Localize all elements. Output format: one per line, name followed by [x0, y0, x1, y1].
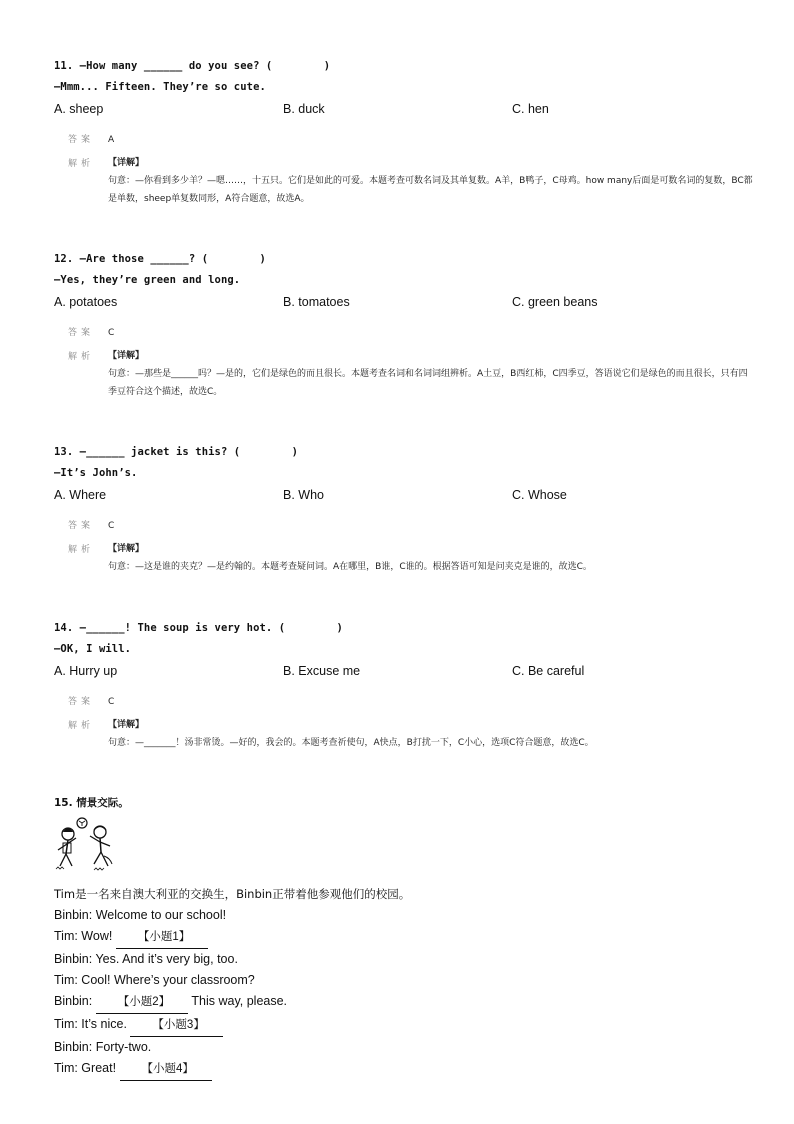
explanation-label: 解析: [68, 721, 95, 731]
options: [54, 98, 754, 120]
question-15-heading: 15. 情景交际。: [54, 797, 129, 809]
answer-value: A: [108, 135, 115, 145]
question-reply: —Mmm... Fifteen. They’re so cute.: [54, 81, 266, 93]
explanation-text: 句意：—这是谁的夹克？—是约翰的。本题考查疑问词。A在哪里，B谁，C谁的。根据答语可知是问夹克是谁的，故选C。: [108, 562, 592, 572]
detail-tag: 【详解】: [108, 720, 145, 730]
dialogue-speaker-text: Binbin: Welcome to our school!: [54, 908, 227, 922]
options: [54, 291, 754, 313]
question-12: [54, 249, 754, 401]
question-stem: 12. —Are those ______? ( ): [54, 253, 266, 265]
explanation-text: 句意：—_______！汤非常烫。—好的，我会的。本题考查祈使句，A快点，B打扰一下，C小心，选项C符合题意，故选C。: [108, 738, 594, 748]
dialogue-line: [54, 1014, 754, 1037]
question-reply: —OK, I will.: [54, 643, 132, 655]
answer-row: [54, 321, 754, 345]
dialogue-line: [54, 1037, 754, 1058]
option-a: A. sheep: [54, 102, 104, 116]
dialogue-line: [54, 905, 754, 926]
question-15: [54, 792, 754, 1081]
dialogue-speaker-text: Binbin:: [54, 994, 93, 1008]
dialogue-line: [54, 1058, 754, 1081]
option-a: A. potatoes: [54, 295, 118, 309]
dialogue-line: [54, 970, 754, 991]
answer-label: 答案: [68, 328, 95, 338]
answer-blank[interactable]: 【小题3】: [130, 1015, 222, 1037]
dialogue-speaker-text: Binbin: Forty-two.: [54, 1040, 152, 1054]
question-reply: —It’s John’s.: [54, 467, 138, 479]
kids-illustration: [54, 816, 124, 874]
explanation-label: 解析: [68, 352, 95, 362]
answer-blank[interactable]: 【小题1】: [116, 927, 208, 949]
question-14: [54, 618, 754, 752]
answer-label: 答案: [68, 697, 95, 707]
dialogue-speaker-text: Tim: Great!: [54, 1061, 117, 1075]
answer-label: 答案: [68, 521, 95, 531]
option-b: B. Who: [283, 488, 324, 502]
dialogue: [54, 884, 754, 1081]
explanation-text: 句意：—那些是______吗？—是的，它们是绿色的而且很长。本题考查名词和名词词组辨析。A土豆，B西红柿，C四季豆，答语说它们是绿色的而且很长，只有四季豆符合这个描述，故选C。: [108, 369, 748, 397]
question-stem: 11. —How many ______ do you see? ( ): [54, 60, 331, 72]
dialogue-speaker-text: Binbin: Yes. And it’s very big, too.: [54, 952, 238, 966]
detail-tag: 【详解】: [108, 158, 145, 168]
question-stem: 13. —______ jacket is this? ( ): [54, 446, 299, 458]
dialogue-line: [54, 926, 754, 949]
explanation-row: [54, 716, 754, 752]
detail-tag: 【详解】: [108, 544, 145, 554]
answer-blank[interactable]: 【小题4】: [120, 1059, 212, 1081]
option-b: B. tomatoes: [283, 295, 350, 309]
answer-row: [54, 514, 754, 538]
answer-row: [54, 690, 754, 714]
option-b: B. duck: [283, 102, 325, 116]
option-c: C. Be careful: [512, 664, 585, 678]
dialogue-line: [54, 949, 754, 970]
answer-value: C: [108, 328, 115, 338]
question-11: [54, 56, 754, 208]
explanation-label: 解析: [68, 159, 95, 169]
option-c: C. green beans: [512, 295, 598, 309]
dialogue-intro: Tim是一名来自澳大利亚的交换生，Binbin正带着他参观他们的校园。: [54, 887, 411, 901]
explanation-row: [54, 540, 754, 576]
option-c: C. Whose: [512, 488, 567, 502]
explanation-text: 句意：—你看到多少羊？—嗯……，十五只。它们是如此的可爱。本题考查可数名词及其单复数。A羊，B鸭子，C母鸡。how many后面是可数名词的复数，BC都是单数，sheep单复数同形，A符合题意，故选A。: [108, 176, 753, 204]
dialogue-speaker-text: Tim: It’s nice.: [54, 1017, 127, 1031]
answer-value: C: [108, 521, 115, 531]
option-b: B. Excuse me: [283, 664, 361, 678]
option-a: A. Where: [54, 488, 107, 502]
explanation-row: [54, 347, 754, 401]
dialogue-speaker-text: Tim: Cool! Where’s your classroom?: [54, 973, 255, 987]
option-c: C. hen: [512, 102, 549, 116]
question-reply: —Yes, they’re green and long.: [54, 274, 241, 286]
detail-tag: 【详解】: [108, 351, 145, 361]
dialogue-tail-text: This way, please.: [191, 994, 288, 1008]
answer-blank[interactable]: 【小题2】: [96, 992, 188, 1014]
question-stem: 14. —______! The soup is very hot. ( ): [54, 622, 343, 634]
explanation-label: 解析: [68, 545, 95, 555]
answer-label: 答案: [68, 135, 95, 145]
options: [54, 484, 754, 506]
question-13: [54, 442, 754, 576]
explanation-row: [54, 154, 754, 208]
dialogue-speaker-text: Tim: Wow!: [54, 929, 113, 943]
option-a: A. Hurry up: [54, 664, 118, 678]
options: [54, 660, 754, 682]
answer-row: [54, 128, 754, 152]
dialogue-line: [54, 991, 754, 1014]
answer-value: C: [108, 697, 115, 707]
